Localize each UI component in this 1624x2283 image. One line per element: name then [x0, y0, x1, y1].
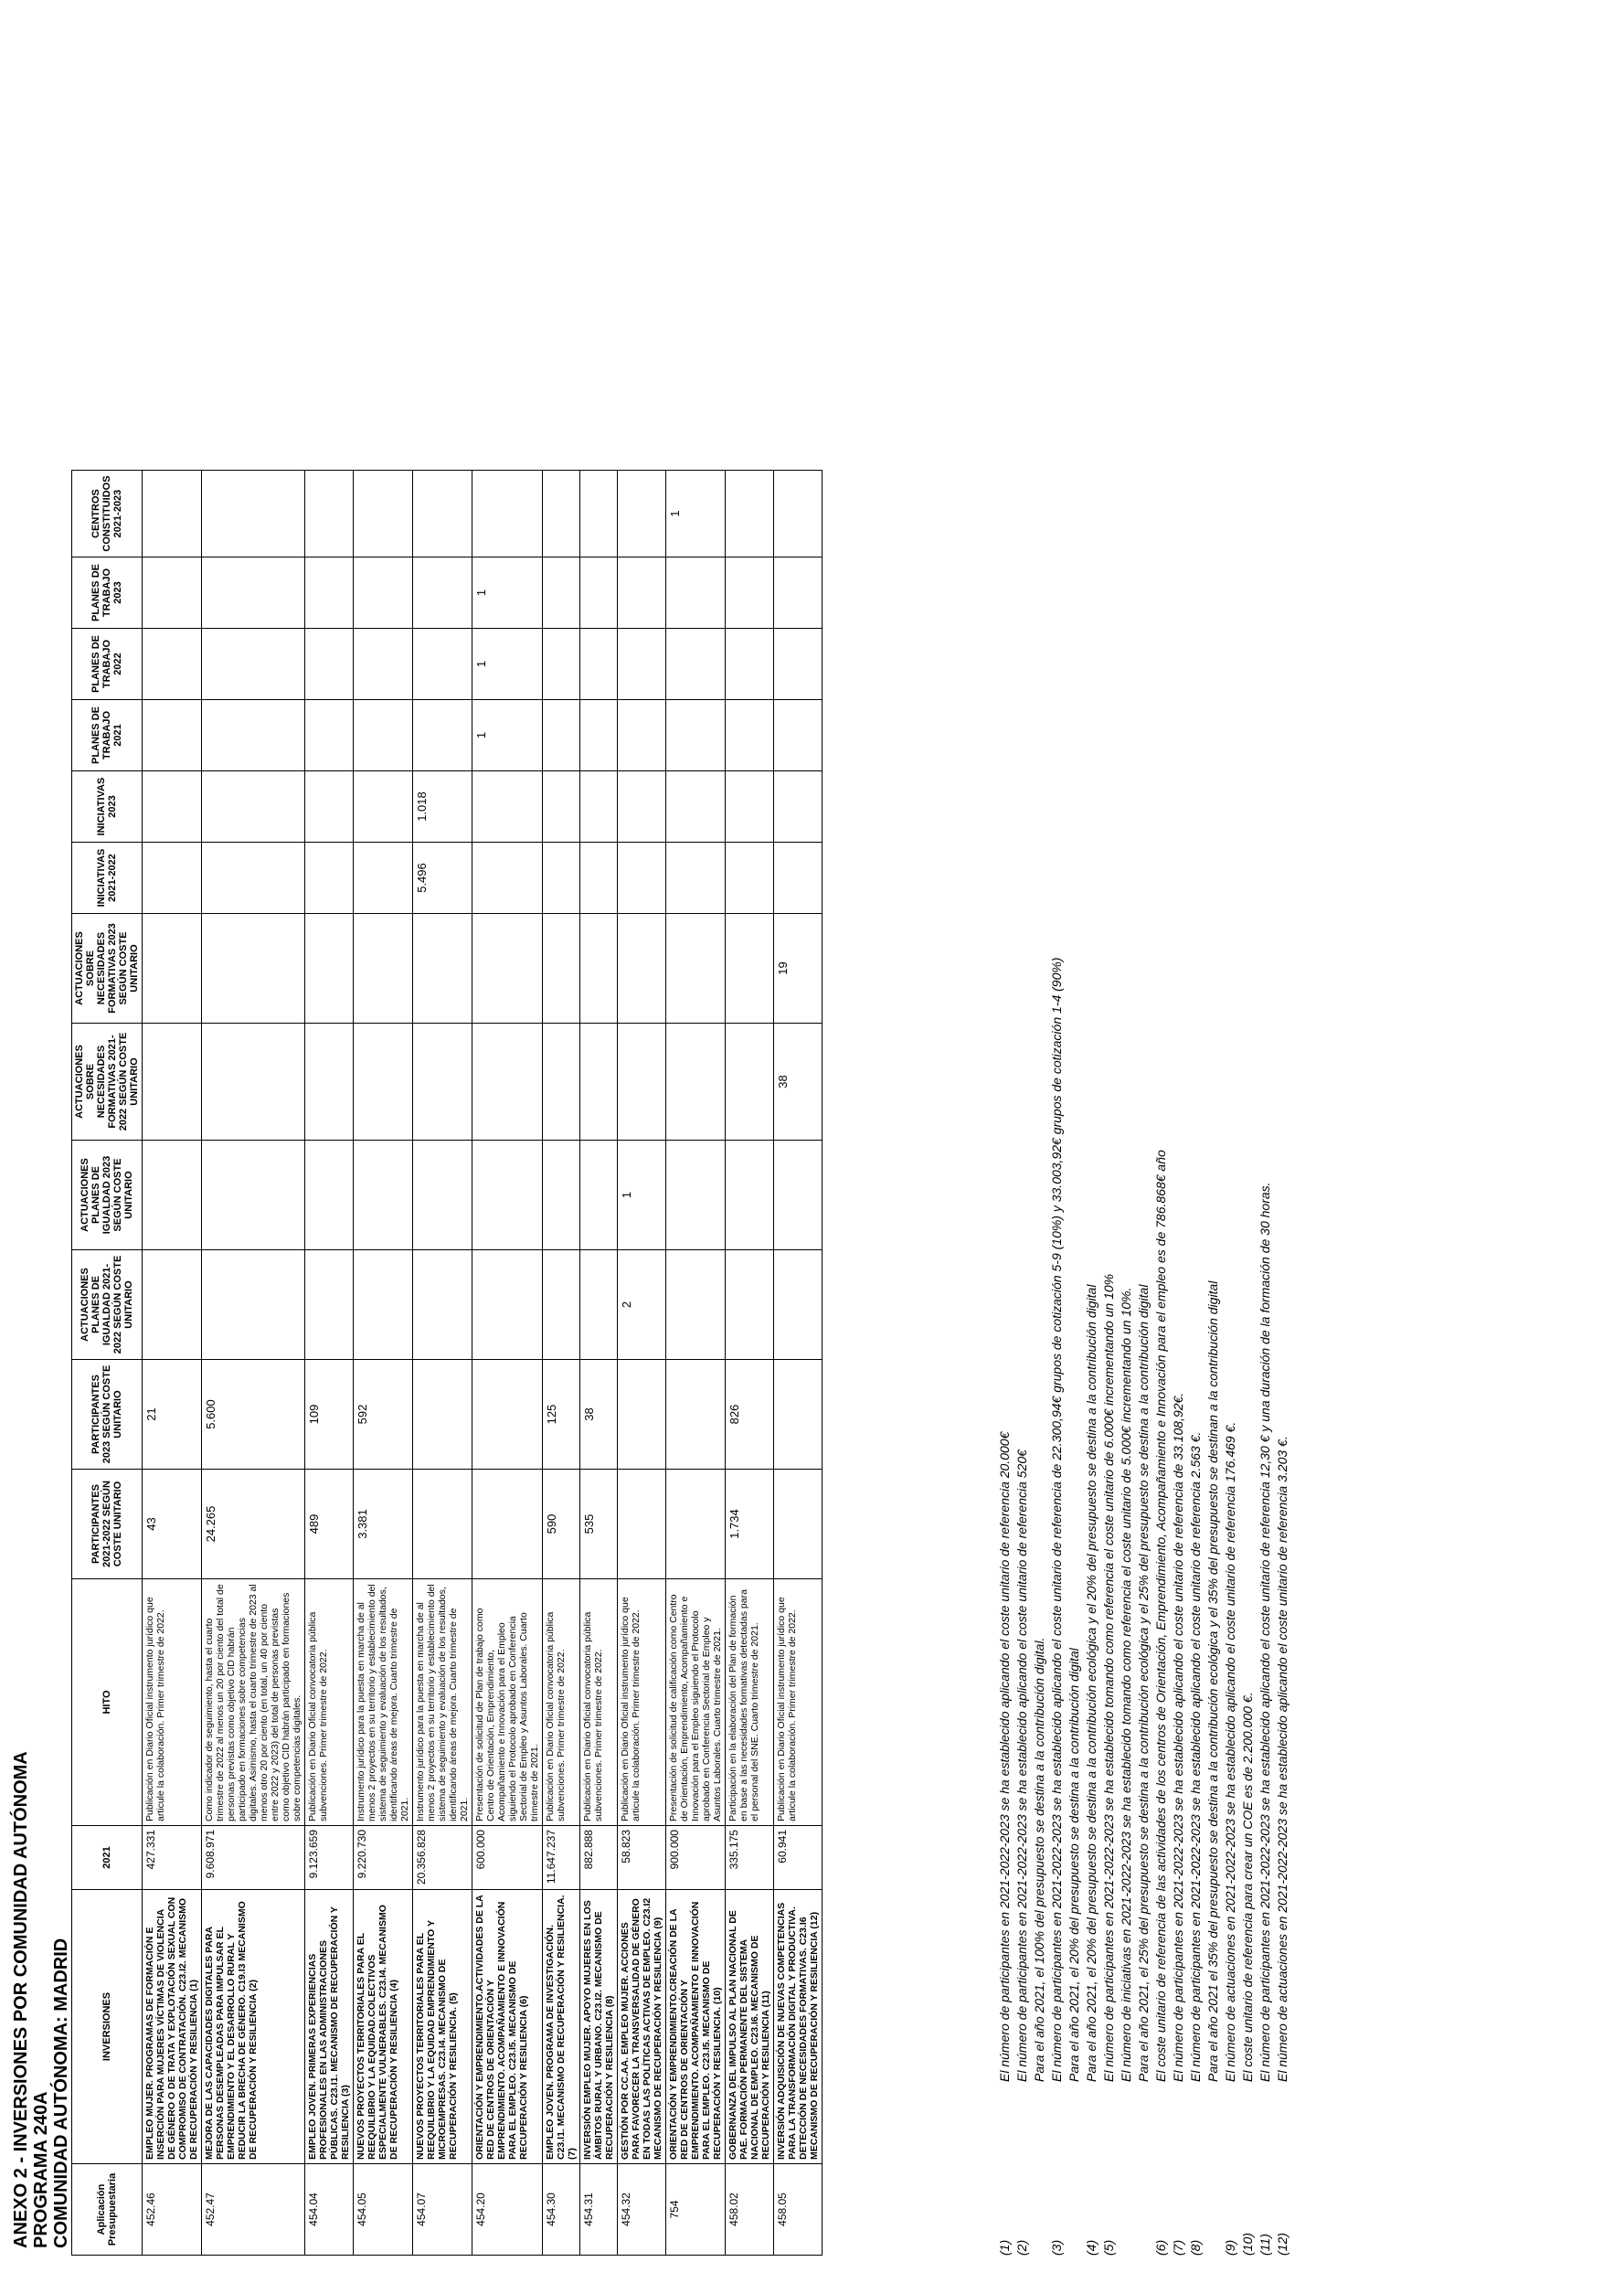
cell-nf23: [472, 914, 543, 1024]
footnote: [1100, 958, 1118, 2256]
cell-pt21: [774, 700, 823, 771]
cell-inv: MEJORA DE LAS CAPACIDADES DIGITALES PARA PERSONAS DESEMPLEADAS PARA IMPULSAR EL EMPRENDIMIENTO Y EL DESARROLLO RURAL Y REDUCIR LA BRECHA DE GÉNERO. C19.I3 MECANISMO DE RECUPERACIÓN Y RESILIENCIA (2): [202, 1890, 305, 2164]
footnote-marker: (5): [1101, 2239, 1116, 2256]
cell-pt23: [726, 557, 774, 629]
cell-app: 754: [666, 2164, 726, 2256]
cell-p23: 592: [354, 1360, 413, 1470]
footnote-text: El número de participantes en 2021-2022-2023 se ha establecido aplicando el coste unitario de referencia 20.000€: [997, 1431, 1012, 2082]
cell-pt21: 1: [472, 700, 543, 771]
cell-app: 454.20: [472, 2164, 543, 2256]
cell-ig2122: [143, 1250, 202, 1360]
cell-in23: [618, 771, 666, 843]
footnote-marker: (10): [1240, 2233, 1255, 2256]
footnote-text: Para el año 2021, el 25% del presupuesto se destina a la contribución ecológica y el 25% del presupuesto se destina a la contribución digital: [1136, 1284, 1151, 2082]
cell-p23: [618, 1360, 666, 1470]
cell-in23: [143, 771, 202, 843]
cell-pt22: [666, 629, 726, 700]
table-row: [726, 471, 774, 2256]
cell-nf2122: [354, 1024, 413, 1141]
cell-p23: 38: [580, 1360, 618, 1470]
cell-nf2122: [202, 1024, 305, 1141]
cell-y2021: 58.823: [618, 1826, 666, 1890]
cell-ig23: 1: [618, 1141, 666, 1250]
cell-nf23: [354, 914, 413, 1024]
cell-ig2122: [543, 1250, 580, 1360]
cell-p2122: 24.265: [202, 1470, 305, 1579]
cell-inv: GOBERNANZA DEL IMPULSO AL PLAN NACIONAL DE PAE. FORMACIÓN PERMANENTE DEL SISTEMA NACIONAL DE EMPLEO. C23.I6. MECANISMO DE RECUPERACIÓN Y RESILIENCIA (11): [726, 1890, 774, 2164]
cell-ig23: [666, 1141, 726, 1250]
footnote: [1187, 958, 1205, 2256]
cell-hito: Publicación en Diario Oficial convocatoria pública subvenciones. Primer trimestre de 2022.: [543, 1579, 580, 1826]
investments-table: [71, 470, 823, 2256]
cell-p2122: 43: [143, 1470, 202, 1579]
cell-nf2122: [580, 1024, 618, 1141]
footnote-text: El número de actuaciones en 2021-2022-2023 se ha establecido aplicando el coste unitario de referencia 3.203 €.: [1275, 1436, 1290, 2082]
cell-ig2122: 2: [618, 1250, 666, 1360]
cell-nf2122: [543, 1024, 580, 1141]
cell-inv: ORIENTACIÓN Y EMPRENDIMIENTO.ACTIVIDADES DE LA RED DE CENTROS DE ORIENTACIÓN Y EMPRENDIMIENTO. ACOMPAÑAMIENTO E INNOVACIÓN PARA EL EMPLEO. C23.I5. MECANISMO DE RECUPERACIÓN Y RESILIENCIA (6): [472, 1890, 543, 2164]
cell-app: 452.47: [202, 2164, 305, 2256]
cell-hito: Presentación de solicitud de calificación como Centro de Orientación, Emprendimiento, Acompañamiento e Innovación para el Empleo siguiendo el Protocolo aprobado en Conferencia Sectorial de Empleo y Asuntos Laborales. Cuarto trimestre de 2021.: [666, 1579, 726, 1826]
cell-pt23: [666, 557, 726, 629]
cell-nf2122: [305, 1024, 354, 1141]
cell-in2122: [354, 843, 413, 914]
footnote-marker: (7): [1171, 2239, 1185, 2256]
cell-pt22: [143, 629, 202, 700]
column-header: PLANES DE TRABAJO 2022: [72, 629, 143, 700]
cell-pt22: [543, 629, 580, 700]
cell-cc: 1: [666, 471, 726, 557]
cell-cc: [580, 471, 618, 557]
footnote: [1170, 958, 1187, 2256]
footnote-text: Para el año 2021, el 20% del presupuesto se destina a la contribución ecológica y el 20% del presupuesto se destina a la contribución digital: [1084, 1284, 1099, 2082]
footnote-marker: (6): [1153, 2239, 1168, 2256]
column-header: INVERSIONES: [72, 1890, 143, 2164]
table-row: [618, 471, 666, 2256]
footnote: [1257, 958, 1274, 2256]
cell-y2021: 882.888: [580, 1826, 618, 1890]
cell-in23: [472, 771, 543, 843]
cell-nf23: [202, 914, 305, 1024]
footnote-text: El coste unitario de referencia para crear un COE es de 2.200.000 €.: [1240, 1692, 1255, 2082]
footnote-marker: (8): [1188, 2239, 1203, 2256]
cell-nf23: [580, 914, 618, 1024]
table-row: [143, 471, 202, 2256]
footnotes: [996, 958, 1291, 2256]
cell-ig23: [543, 1141, 580, 1250]
footnote-text: El número de participantes en 2021-2022-2023 se ha establecido aplicando el coste unitario de referencia 12,30 € y una duración de la formación de 30 horas.: [1258, 1182, 1272, 2082]
cell-pt22: [202, 629, 305, 700]
cell-pt23: [413, 557, 472, 629]
column-header: INICIATIVAS 2023: [72, 771, 143, 843]
cell-hito: Participación en la elaboración del Plan de formación en base a las necesidades formativas detectadas para el personal del SNE. Cuarto trimestre de 2021.: [726, 1579, 774, 1826]
cell-inv: GESTIÓN POR CC.AA. EMPLEO MUJER. ACCIONES PARA FAVORECER LA TRANSVERSALIDAD DE GÉNERO EN TODAS LAS POLÍTICAS ACTIVAS DE EMPLEO. C23.I2 MECANISMO DE RECUPERACIÓN Y RESILIENCIA (9): [618, 1890, 666, 2164]
cell-pt21: [580, 700, 618, 771]
footnote: [1205, 958, 1222, 2256]
footnote-text: El número de participantes en 2021-2022-2023 se ha establecido aplicando el coste unitario de referencia de 33.108,92€.: [1171, 1392, 1185, 2082]
footnote: [1083, 958, 1100, 2256]
column-header: ACTUACIONES PLANES DE IGUALDAD 2021-2022 SEGÚN COSTE UNITARIO: [72, 1250, 143, 1360]
document-header: [11, 1751, 71, 2248]
cell-y2021: 9.123.659: [305, 1826, 354, 1890]
cell-pt22: [726, 629, 774, 700]
table-header-row: [72, 471, 143, 2256]
cell-in23: [354, 771, 413, 843]
footnote: [1239, 958, 1257, 2256]
cell-ig2122: [413, 1250, 472, 1360]
cell-p2122: 590: [543, 1470, 580, 1579]
cell-ig23: [472, 1141, 543, 1250]
column-header: INICIATIVAS 2021-2022: [72, 843, 143, 914]
cell-p2122: [666, 1470, 726, 1579]
cell-in23: [202, 771, 305, 843]
header-title: ANEXO 2 - INVERSIONES POR COMUNIDAD AUTÓNOMA: [11, 1751, 31, 2248]
cell-pt21: [143, 700, 202, 771]
footnote-marker: [1031, 2082, 1048, 2256]
footnote: [1274, 958, 1291, 2256]
cell-ig2122: [202, 1250, 305, 1360]
footnote-marker: [1205, 2082, 1222, 2256]
cell-ig2122: [472, 1250, 543, 1360]
cell-p23: 21: [143, 1360, 202, 1470]
cell-y2021: 11.647.237: [543, 1826, 580, 1890]
cell-pt23: [774, 557, 823, 629]
cell-ig23: [726, 1141, 774, 1250]
cell-pt23: [580, 557, 618, 629]
footnote: [1014, 958, 1031, 2256]
cell-hito: Presentación de solicitud de Plan de trabajo como Centro de Orientación, Emprendimiento, Acompañamiento e Innovación para el Empleo siguiendo el Protocolo aprobado en Conferencia Sectorial de Empleo y Asuntos Laborales. Cuarto trimestre de 2021.: [472, 1579, 543, 1826]
footnote-marker: [1118, 2082, 1135, 2256]
footnote-text: Para el año 2021 el 35% del presupuesto se destina a la contribución ecológica y el 35% del presupuesto se destinan a la contribución digital: [1205, 1280, 1220, 2082]
cell-y2021: 900.000: [666, 1826, 726, 1890]
cell-inv: INVERSIÓN EMPLEO MUJER. APOYO MUJERES EN LOS ÁMBITOS RURAL Y URBANO. C23.I2. MECANISMO DE RECUPERACIÓN Y RESILIENCIA (8): [580, 1890, 618, 2164]
cell-y2021: 427.331: [143, 1826, 202, 1890]
cell-y2021: 600.000: [472, 1826, 543, 1890]
column-header: CENTROS CONSTITUIDOS 2021-2023: [72, 471, 143, 557]
footnote-marker: (2): [1014, 2239, 1029, 2256]
cell-pt23: [305, 557, 354, 629]
cell-cc: [472, 471, 543, 557]
cell-app: 454.07: [413, 2164, 472, 2256]
footnote-marker: [1066, 2082, 1083, 2256]
cell-ig23: [354, 1141, 413, 1250]
cell-app: 454.04: [305, 2164, 354, 2256]
footnote: [996, 958, 1014, 2256]
cell-pt23: [618, 557, 666, 629]
cell-pt21: [543, 700, 580, 771]
cell-y2021: 9.608.971: [202, 1826, 305, 1890]
cell-app: 454.30: [543, 2164, 580, 2256]
cell-nf23: [666, 914, 726, 1024]
cell-ig2122: [726, 1250, 774, 1360]
cell-pt23: [354, 557, 413, 629]
cell-cc: [726, 471, 774, 557]
cell-p23: [413, 1360, 472, 1470]
table-row: [202, 471, 305, 2256]
column-header: ACTUACIONES SOBRE NECESIDADES FORMATIVAS 2023 SEGÚN COSTE UNITARIO: [72, 914, 143, 1024]
cell-pt22: [580, 629, 618, 700]
footnote: [1048, 958, 1066, 2256]
footnote-text: El coste unitario de referencia de las actividades de los centros de Orientación, Emprendimiento, Acompañamiento e Innovación para el empleo es de 786.868€ año: [1153, 1150, 1168, 2082]
table-row: [543, 471, 580, 2256]
cell-ig23: [202, 1141, 305, 1250]
cell-pt21: [202, 700, 305, 771]
cell-ig2122: [580, 1250, 618, 1360]
cell-app: 454.31: [580, 2164, 618, 2256]
cell-in23: [580, 771, 618, 843]
footnote: [1222, 958, 1239, 2256]
column-header: ACTUACIONES SOBRE NECESIDADES FORMATIVAS 2021-2022 SEGÚN COSTE UNITARIO: [72, 1024, 143, 1141]
footnote-marker: (4): [1084, 2239, 1099, 2256]
cell-p23: [472, 1360, 543, 1470]
cell-pt22: [774, 629, 823, 700]
footnote-text: El número de participantes en 2021-2022-2023 se ha establecido aplicando el coste unitario de referencia 2.563 €.: [1188, 1431, 1203, 2082]
cell-ig2122: [666, 1250, 726, 1360]
cell-in23: 1.018: [413, 771, 472, 843]
cell-p2122: [618, 1470, 666, 1579]
column-header: PLANES DE TRABAJO 2023: [72, 557, 143, 629]
cell-pt22: [618, 629, 666, 700]
cell-p2122: 535: [580, 1470, 618, 1579]
cell-ig23: [143, 1141, 202, 1250]
cell-pt21: [618, 700, 666, 771]
cell-pt21: [354, 700, 413, 771]
table-row: [413, 471, 472, 2256]
cell-p2122: 3.381: [354, 1470, 413, 1579]
cell-inv: NUEVOS PROYECTOS TERRITORIALES PARA EL REEQUILIBRIO Y LA EQUIDAD EMPRENDIMIENTO Y MICROEMPRESAS. C23.I4. MECANISMO DE RECUPERACIÓN Y RESILIENCIA. (5): [413, 1890, 472, 2164]
cell-cc: [202, 471, 305, 557]
cell-p23: 5.600: [202, 1360, 305, 1470]
cell-inv: EMPLEO MUJER. PROGRAMAS DE FORMACIÓN E INSERCIÓN PARA MUJERES VÍCTIMAS DE VIOLENCIA DE GÉNERO O DE TRATA Y EXPLOTACIÓN SEXUAL CON COMPROMISO DE CONTRATACIÓN. C23.I2. MECANISMO DE RECUPERACIÓN Y RESILIENCIA (1): [143, 1890, 202, 2164]
cell-hito: Publicación en Diario Oficial convocatoria pública subvenciones. Primer trimestre de 2022.: [580, 1579, 618, 1826]
column-header: PLANES DE TRABAJO 2021: [72, 700, 143, 771]
cell-in2122: [774, 843, 823, 914]
footnote: [1066, 958, 1083, 2256]
cell-cc: [413, 471, 472, 557]
cell-nf2122: 38: [774, 1024, 823, 1141]
footnote-marker: (11): [1258, 2234, 1272, 2256]
cell-p23: [666, 1360, 726, 1470]
footnote-text: Para el año 2021, el 20% del presupuesto se destina a la contribución digital: [1067, 1648, 1081, 2082]
cell-pt23: [202, 557, 305, 629]
cell-y2021: 60.941: [774, 1826, 823, 1890]
cell-app: 454.32: [618, 2164, 666, 2256]
cell-ig23: [305, 1141, 354, 1250]
cell-pt21: [305, 700, 354, 771]
cell-hito: Publicación en Diario Oficial instrumento jurídico que articule la colaboración. Primer trimestre de 2022.: [143, 1579, 202, 1826]
cell-y2021: 9.220.730: [354, 1826, 413, 1890]
cell-in23: [774, 771, 823, 843]
cell-in2122: [472, 843, 543, 914]
cell-nf2122: [143, 1024, 202, 1141]
cell-app: 452.46: [143, 2164, 202, 2256]
cell-app: 458.05: [774, 2164, 823, 2256]
cell-p2122: 1.734: [726, 1470, 774, 1579]
cell-in2122: [202, 843, 305, 914]
footnote: [1135, 958, 1152, 2256]
footnote-text: El número de participantes en 2021-2022-2023 se ha establecido aplicando el coste unitario de referencia de 22.300,94€ grupos de cotización 5-9 (10%) y 33.003,92€ grupos de cotización 1-4 (90%): [1049, 957, 1064, 2082]
cell-in23: [543, 771, 580, 843]
cell-nf23: [413, 914, 472, 1024]
cell-in23: [305, 771, 354, 843]
column-header: Aplicación Presupuestaria: [72, 2164, 143, 2256]
cell-p2122: [472, 1470, 543, 1579]
cell-nf2122: [666, 1024, 726, 1141]
cell-nf2122: [472, 1024, 543, 1141]
cell-in2122: [143, 843, 202, 914]
footnote: [1118, 958, 1135, 2256]
cell-y2021: 335.175: [726, 1826, 774, 1890]
footnote-marker: (3): [1049, 2239, 1064, 2256]
footnote-text: El número de participantes en 2021-2022-2023 se ha establecido aplicando el coste unitario de referencia 520€: [1014, 1449, 1029, 2082]
cell-pt22: 1: [472, 629, 543, 700]
cell-nf23: [305, 914, 354, 1024]
cell-cc: [305, 471, 354, 557]
cell-cc: [354, 471, 413, 557]
footnote-marker: (9): [1223, 2239, 1237, 2256]
cell-hito: Publicación en Diario Oficial instrumento jurídico que articule la colaboración. Primer trimestre de 2022.: [774, 1579, 823, 1826]
cell-ig23: [580, 1141, 618, 1250]
cell-inv: EMPLEO JOVEN. PROGRAMA DE INVESTIGACIÓN. C23.I1. MECANISMO DE RECUPERACIÓN Y RESILIENCIA. (7): [543, 1890, 580, 2164]
cell-inv: INVERSIÓN ADQUISICIÓN DE NUEVAS COMPETENCIAS PARA LA TRANSFORMACIÓN DIGITAL Y PRODUCTIVA. DETECCIÓN DE NECESIDADES FORMATIVAS. C23.I6 MECANISMO DE RECUPERACIÓN Y RESILIENCIA (12): [774, 1890, 823, 2164]
cell-nf23: [726, 914, 774, 1024]
cell-cc: [143, 471, 202, 557]
column-header: PARTICIPANTES 2021-2022 SEGÚN COSTE UNITARIO: [72, 1470, 143, 1579]
cell-cc: [543, 471, 580, 557]
cell-p23: 125: [543, 1360, 580, 1470]
cell-y2021: 20.356.828: [413, 1826, 472, 1890]
cell-in2122: [543, 843, 580, 914]
footnote-text: El número de participantes en 2021-2022-2023 se ha establecido tomando como referencia el coste unitario de 6.000€ incrementando un 10%: [1101, 1273, 1116, 2082]
cell-p23: [774, 1360, 823, 1470]
table-row: [305, 471, 354, 2256]
cell-hito: Publicación en Diario Oficial instrumento jurídico que articule la colaboración. Primer trimestre de 2022.: [618, 1579, 666, 1826]
cell-pt21: [666, 700, 726, 771]
cell-app: 454.05: [354, 2164, 413, 2256]
cell-hito: Como indicador de seguimiento, hasta el cuarto trimestre de 2022 al menos un 20 por ciento del total de personas previstas como objetivo CID habrán participado en formaciones sobre competencias digitales. Asimismo, hasta el cuarto trimestre de 2023 al menos otro 20 por ciento (en total, un 40 por ciento entre 2022 y 2023) del total de personas previstas como objetivo CID habrán participado en formaciones sobre competencias digitales.: [202, 1579, 305, 1826]
cell-hito: Instrumento jurídico para la puesta en marcha de al menos 2 proyectos en su territorio y establecimiento del sistema de seguimiento y evaluación de los resultados, identificando áreas de mejora. Cuarto trimestre de 2021.: [354, 1579, 413, 1826]
cell-ig23: [413, 1141, 472, 1250]
table-row: [472, 471, 543, 2256]
header-program: PROGRAMA 240A: [31, 2091, 51, 2248]
footnote-text: El número de actuaciones en 2021-2022-2023 se ha establecido aplicando el coste unitario de referencia 176.469 €.: [1223, 1421, 1237, 2082]
cell-nf23: [543, 914, 580, 1024]
cell-in2122: [726, 843, 774, 914]
column-header: PARTICIPANTES 2023 SEGÚN COSTE UNITARIO: [72, 1360, 143, 1470]
cell-nf2122: [413, 1024, 472, 1141]
cell-cc: [618, 471, 666, 557]
cell-nf2122: [618, 1024, 666, 1141]
cell-nf23: [143, 914, 202, 1024]
footnote: [1031, 958, 1048, 2256]
cell-in23: [666, 771, 726, 843]
cell-in23: [726, 771, 774, 843]
cell-inv: ORIENTACIÓN Y EMPRENDIMIENTO.CREACIÓN DE LA RED DE CENTROS DE ORIENTACIÓN Y EMPRENDIMIENTO. ACOMPAÑAMIENTO E INNOVACIÓN PARA EL EMPLEO. C23.I5. MECANISMO DE RECUPERACIÓN Y RESILIENCIA. (10): [666, 1890, 726, 2164]
cell-ig2122: [774, 1250, 823, 1360]
footnote-marker: (12): [1275, 2233, 1290, 2256]
cell-pt22: [413, 629, 472, 700]
cell-pt21: [413, 700, 472, 771]
cell-app: 458.02: [726, 2164, 774, 2256]
cell-p23: 826: [726, 1360, 774, 1470]
cell-p2122: 489: [305, 1470, 354, 1579]
cell-p23: 109: [305, 1360, 354, 1470]
cell-nf23: 19: [774, 914, 823, 1024]
cell-p2122: [774, 1470, 823, 1579]
cell-hito: Instrumento jurídico para la puesta en marcha de al menos 2 proyectos en su territorio y establecimiento del sistema de seguimiento y evaluación de los resultados, identificando áreas de mejora. Cuarto trimestre de 2021.: [413, 1579, 472, 1826]
cell-inv: EMPLEO JOVEN. PRIMERAS EXPERIENCIAS PROFESIONALES EN LAS ADMINISTRACIONES PÚBLICAS. C23.I1. MECANISMO DE RECUPERACIÓN Y RESILIENCIA (3): [305, 1890, 354, 2164]
footnote-marker: [1135, 2082, 1152, 2256]
table-row: [354, 471, 413, 2256]
column-header: 2021: [72, 1826, 143, 1890]
cell-inv: NUEVOS PROYECTOS TERRITORIALES PARA EL REEQUILIBRIO Y LA EQUIDAD.COLECTIVOS ESPECIALMENTE VULNERABLES. C23.I4. MECANISMO DE RECUPERACIÓN Y RESILIENCIA (4): [354, 1890, 413, 2164]
footnote: [1152, 958, 1170, 2256]
cell-ig2122: [305, 1250, 354, 1360]
column-header: ACTUACIONES PLANES DE IGUALDAD 2023 SEGÚN COSTE UNITARIO: [72, 1141, 143, 1250]
cell-pt22: [354, 629, 413, 700]
table-row: [580, 471, 618, 2256]
cell-pt23: [543, 557, 580, 629]
footnote-marker: (1): [997, 2239, 1012, 2256]
header-region: COMUNIDAD AUTÓNOMA: MADRID: [51, 1938, 71, 2248]
table-row: [666, 471, 726, 2256]
cell-cc: [774, 471, 823, 557]
cell-p2122: [413, 1470, 472, 1579]
cell-pt23: [143, 557, 202, 629]
cell-in2122: [666, 843, 726, 914]
cell-pt22: [305, 629, 354, 700]
footnote-text: El número de iniciativas en 2021-2022-2023 se ha establecido tomando como referencia el coste unitario de 5.000€ incrementando un 10%.: [1119, 1287, 1133, 2082]
cell-in2122: [305, 843, 354, 914]
cell-in2122: 5.496: [413, 843, 472, 914]
column-header: HITO: [72, 1579, 143, 1826]
cell-ig23: [774, 1141, 823, 1250]
cell-pt21: [726, 700, 774, 771]
cell-ig2122: [354, 1250, 413, 1360]
cell-nf2122: [726, 1024, 774, 1141]
cell-in2122: [618, 843, 666, 914]
cell-nf23: [618, 914, 666, 1024]
footnote-text: Para el año 2021, el 100% del presupuesto se destina a la contribución digital.: [1032, 1637, 1046, 2082]
table-row: [774, 471, 823, 2256]
cell-in2122: [580, 843, 618, 914]
cell-hito: Publicación en Diario Oficial convocatoria pública subvenciones. Primer trimestre de 2022.: [305, 1579, 354, 1826]
cell-pt23: 1: [472, 557, 543, 629]
